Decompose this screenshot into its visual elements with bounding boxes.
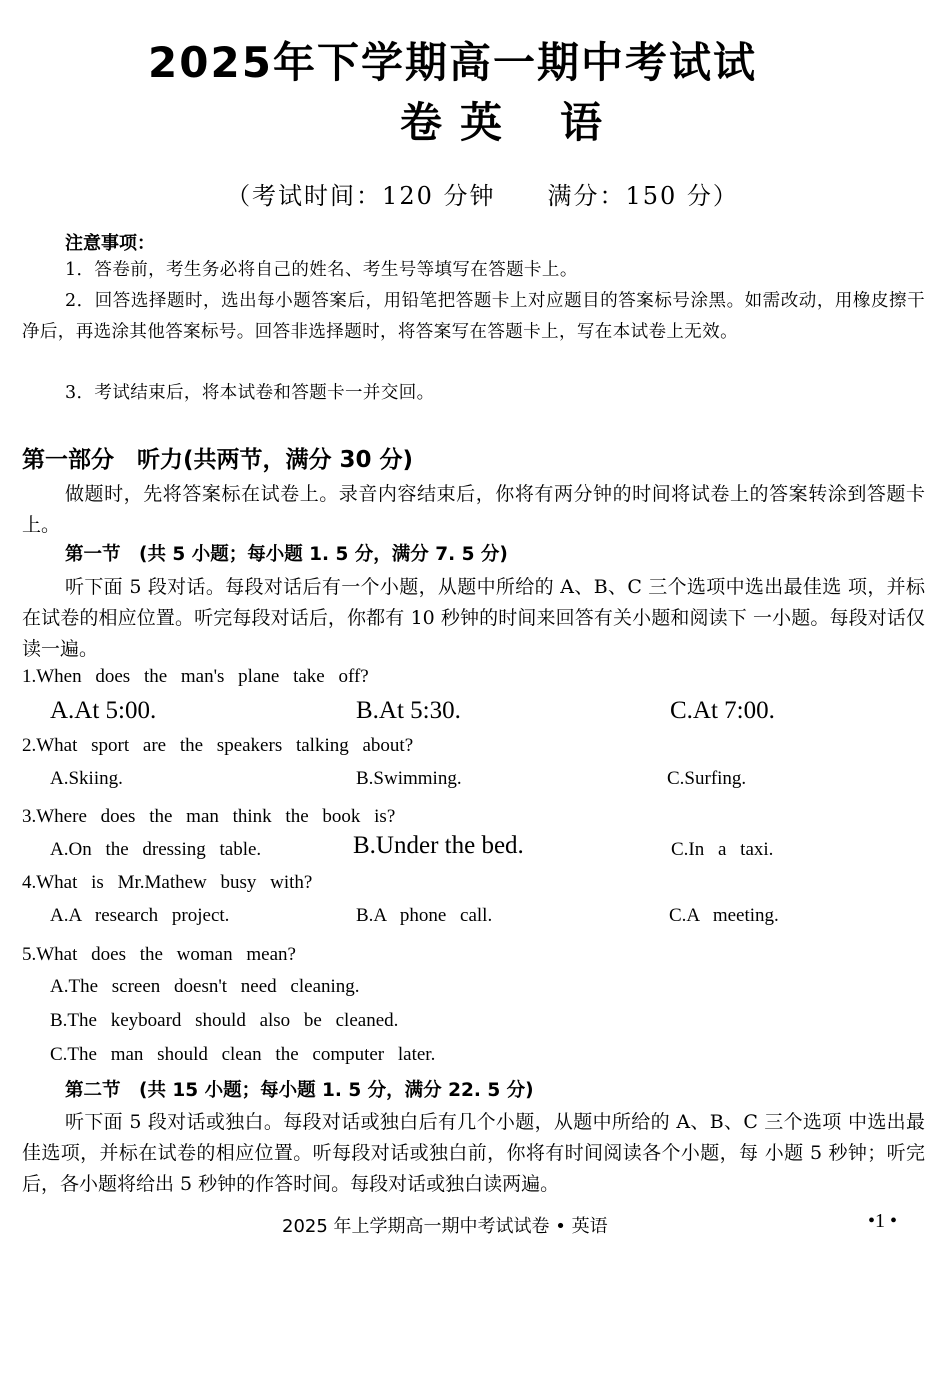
question-4-option-b: B.A phone call.	[356, 905, 493, 926]
title-char-3: 语	[560, 98, 603, 147]
page-number: •1 •	[868, 1210, 898, 1232]
question-5-option-c: C.The man should clean the computer later.	[50, 1044, 436, 1065]
question-5-stem: 5.What does the woman mean?	[22, 944, 296, 965]
question-2-option-a: A.Skiing.	[50, 768, 123, 789]
section2-instructions: 听下面 5 段对话或独白。每段对话或独白后有几个小题，从题中所给的 A、B、C 三个选项 中选出最佳选项，并标在试卷的相应位置。听每段对话或独白前，你将有时间阅读各个小题，每 小题 5 秒钟；听完后，各小题将给出 5 秒钟的作答时间。每段对话或独白读两遍。	[22, 1111, 925, 1195]
question-1-option-c: C.At 7:00.	[670, 697, 775, 724]
question-2-stem: 2.What sport are the speakers talking about?	[22, 735, 414, 756]
page-title-line2	[400, 90, 602, 150]
page-footer: 2025 年上学期高一期中考试试卷 • 英语	[282, 1216, 608, 1237]
question-5-option-b: B.The keyboard should also be cleaned.	[50, 1010, 399, 1031]
title-char-1: 卷	[400, 98, 443, 147]
question-3-option-c: C.In a taxi.	[671, 839, 774, 860]
question-5-option-a: A.The screen doesn't need cleaning.	[50, 976, 360, 997]
exam-time-score: （考试时间：120 分钟 满分：150 分）	[226, 182, 739, 210]
notice-heading: 注意事项：	[65, 233, 155, 254]
question-4-stem: 4.What is Mr.Mathew busy with?	[22, 872, 313, 893]
section1-instructions: 听下面 5 段对话。每段对话后有一个小题，从题中所给的 A、B、C 三个选项中选出最佳选 项，并标在试卷的相应位置。听完每段对话后，你都有 10 秒钟的时间来回答有关小题和阅读下 一小题。每段对话仅读一遍。	[22, 576, 925, 660]
notice-item-2: 2．回答选择题时，选出每小题答案后，用铅笔把答题卡上对应题目的答案标号涂黑。如需改动，用橡皮擦干净后，再选涂其他答案标号。回答非选择题时，将答案写在答题卡上，写在本试卷上无效。	[22, 291, 925, 342]
question-1-option-a: A.At 5:00.	[50, 697, 157, 724]
question-2-option-b: B.Swimming.	[356, 768, 462, 789]
question-3-stem: 3.Where does the man think the book is?	[22, 806, 396, 827]
question-1-option-b: B.At 5:30.	[356, 697, 461, 724]
notice-item-1: 1．答卷前，考生务必将自己的姓名、考生号等填写在答题卡上。	[65, 260, 578, 280]
question-1-stem: 1.When does the man's plane take off?	[22, 666, 369, 687]
title-char-2: 英	[460, 98, 503, 147]
question-3-option-b: B.Under the bed.	[353, 832, 524, 859]
question-4-option-a: A.A research project.	[50, 905, 230, 926]
question-3-option-a: A.On the dressing table.	[50, 839, 262, 860]
section2-heading: 第二节 (共 15 小题；每小题 1. 5 分，满分 22. 5 分)	[65, 1080, 534, 1101]
page-title: 2025年下学期高一期中考试试	[148, 38, 757, 87]
part1-intro: 做题时，先将答案标在试卷上。录音内容结束后，你将有两分钟的时间将试卷上的答案转涂到答题卡上。	[22, 483, 925, 536]
question-4-option-c: C.A meeting.	[669, 905, 779, 926]
question-2-option-c: C.Surfing.	[667, 768, 747, 789]
section1-heading: 第一节 (共 5 小题；每小题 1. 5 分，满分 7. 5 分)	[65, 544, 508, 565]
notice-item-3: 3．考试结束后，将本试卷和答题卡一并交回。	[65, 383, 435, 403]
part1-heading: 第一部分 听力(共两节，满分 30 分)	[22, 447, 414, 473]
